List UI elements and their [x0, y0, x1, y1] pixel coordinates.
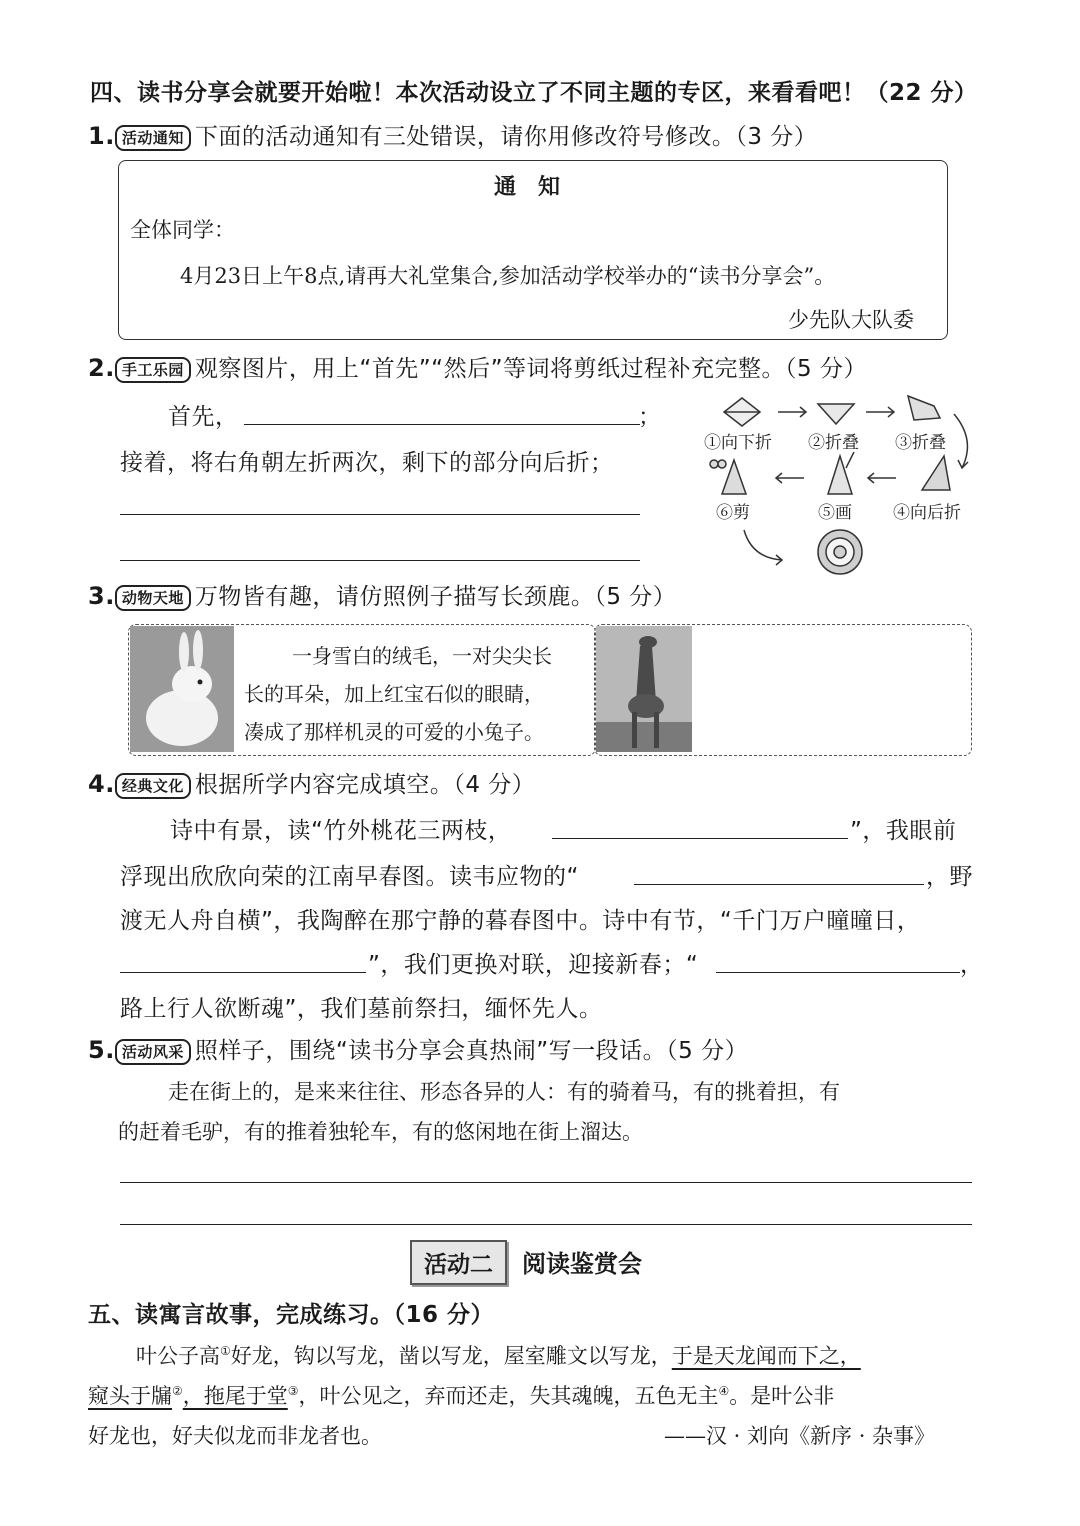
example-line-1: 一身雪白的绒毛，一对尖尖长: [292, 644, 552, 668]
q5-tag: 活动风采: [115, 1039, 191, 1065]
q5-example-line-2: 的赶着毛驴，有的推着独轮车，有的悠闲地在街上溜达。: [118, 1120, 643, 1144]
q3-prompt-line: [88, 578, 676, 611]
arrow-right-1: [778, 407, 806, 417]
step-2-label: ②折叠: [808, 433, 859, 453]
q4-l4b: ，: [960, 952, 984, 978]
fable-text: ，叶公见之，弃而还走，失其魂魄，五色无主: [298, 1384, 719, 1408]
q5-example-line-1: 走在街上的，是来来往往、形态各异的人：有的骑着马，有的挑着担，有: [168, 1080, 840, 1104]
activity2-title: 阅读鉴赏会: [522, 1250, 642, 1278]
arrow-left-1: [868, 473, 896, 483]
step-1-label: ①向下折: [704, 433, 772, 453]
fable-underlined: ，拖尾于堂: [182, 1384, 288, 1408]
q4-blank-3[interactable]: [120, 972, 366, 973]
q2-blank-2[interactable]: [120, 514, 640, 515]
fable-line-3: 好龙也，好夫似龙而非龙者也。: [88, 1424, 382, 1448]
footnote-4: ④: [718, 1384, 730, 1398]
notice-signature: 少先队大队委: [788, 308, 914, 332]
q4-l2b: ，野: [926, 864, 973, 890]
fable-text: 叶公子高: [136, 1344, 220, 1368]
rabbit-photo: [130, 626, 234, 752]
q2-blank-1[interactable]: [244, 424, 640, 425]
q4-l2a: 浮现出欣欣向荣的江南早春图。读韦应物的“: [120, 864, 579, 890]
q3-prompt: 万物皆有趣，请仿照例子描写长颈鹿。（5 分）: [194, 584, 677, 610]
q2-prompt-line: [88, 350, 867, 383]
giraffe-photo: [596, 626, 692, 752]
q4-blank-2[interactable]: [634, 884, 924, 885]
q4-number: 4.: [88, 770, 115, 798]
q3-number: 3.: [88, 582, 115, 610]
q5-prompt: 照样子，围绕“读书分享会真热闹”写一段话。（5 分）: [194, 1038, 749, 1064]
q4-tag: 经典文化: [115, 773, 191, 799]
arrow-right-2: [866, 407, 894, 417]
arrow-left-2: [776, 473, 804, 483]
q4-l1b: ”，我眼前: [850, 818, 957, 844]
notice-body: 4月23日上午8点,请再大礼堂集合,参加活动学校举办的“读书分享会”。: [180, 264, 836, 288]
q1-prompt: 下面的活动通知有三处错误，请你用修改符号修改。（3 分）: [194, 124, 818, 150]
q5-blank-2[interactable]: [120, 1224, 972, 1225]
step1-shape: [724, 398, 760, 426]
q2-line1-end: ；: [638, 404, 662, 430]
q4-l5: 路上行人欲断魂”，我们墓前祭扫，缅怀先人。: [120, 996, 603, 1022]
step2-shape: [818, 404, 854, 424]
q1-prompt-line: [88, 118, 817, 151]
q2-prompt: 观察图片，用上“首先”“然后”等词将剪纸过程补充完整。（5 分）: [194, 356, 867, 382]
q4-l3: 渡无人舟自横”，我陶醉在那宁静的暮春图中。诗中有节，“千门万户曈曈日，: [120, 908, 921, 934]
q4-blank-1[interactable]: [552, 838, 848, 839]
fable-line-2: [88, 1380, 834, 1410]
q5-number: 5.: [88, 1036, 115, 1064]
fable-underlined: 于是天龙闻而下之，: [671, 1344, 861, 1368]
q5-blank-1[interactable]: [120, 1182, 972, 1183]
step6-shape: [710, 460, 746, 494]
q2-line1: 首先，: [168, 404, 239, 430]
q4-l1a: 诗中有景，读“竹外桃花三两枝，: [170, 818, 512, 844]
q5-prompt-line: [88, 1032, 748, 1065]
fable-line-1: [136, 1340, 861, 1370]
q2-number: 2.: [88, 354, 115, 382]
q1-tag: 活动通知: [115, 125, 191, 151]
q4-prompt: 根据所学内容完成填空。（4 分）: [194, 772, 536, 798]
q1-number: 1.: [88, 122, 115, 150]
notice-greeting: 全体同学：: [130, 218, 235, 242]
step-4-label: ④向后折: [893, 503, 961, 523]
q4-blank-4[interactable]: [716, 972, 960, 973]
step4-shape: [922, 456, 950, 490]
example-line-3: 凑成了那样机灵的可爱的小兔子。: [244, 720, 544, 744]
fable-underlined: 窥头于牖: [88, 1384, 172, 1408]
step3-shape: [908, 396, 940, 420]
footnote-3: ③: [287, 1384, 299, 1398]
fable-source: ——汉 · 刘向《新序 · 杂事》: [664, 1424, 936, 1448]
example-line-2: 长的耳朵，加上红宝石似的眼睛，: [244, 682, 544, 706]
arrow-curve-result: [744, 530, 782, 565]
notice-title: 通 知: [494, 175, 561, 200]
fable-text: 好龙，钩以写龙，凿以写龙，屋室雕文以写龙，: [230, 1344, 672, 1368]
q2-tag: 手工乐园: [115, 357, 191, 383]
arrow-curve-down: [954, 414, 968, 468]
activity2-tag: 活动二: [410, 1240, 507, 1285]
result-flower: [818, 530, 862, 574]
section5-heading: 五、读寓言故事，完成练习。（16 分）: [88, 1302, 495, 1328]
step-5-label: ⑤画: [818, 503, 852, 523]
section4-heading: 四、读书分享会就要开始啦！本次活动设立了不同主题的专区，来看看吧！（22 分）: [90, 80, 978, 106]
footnote-1: ①: [220, 1344, 231, 1358]
q2-line2: 接着，将右角朝左折两次，剩下的部分向后折；: [120, 450, 614, 476]
step-6-label: ⑥剪: [716, 503, 750, 523]
q4-l4a: ”，我们更换对联，迎接新春；“: [368, 952, 699, 978]
step-3-label: ③折叠: [895, 433, 946, 453]
q4-prompt-line: [88, 766, 535, 799]
q3-tag: 动物天地: [115, 585, 191, 611]
step5-shape: [828, 452, 854, 494]
papercut-diagram: [700, 390, 990, 585]
footnote-2: ②: [172, 1384, 183, 1398]
fable-text: 。是叶公非: [729, 1384, 835, 1408]
q2-blank-3[interactable]: [120, 560, 640, 561]
